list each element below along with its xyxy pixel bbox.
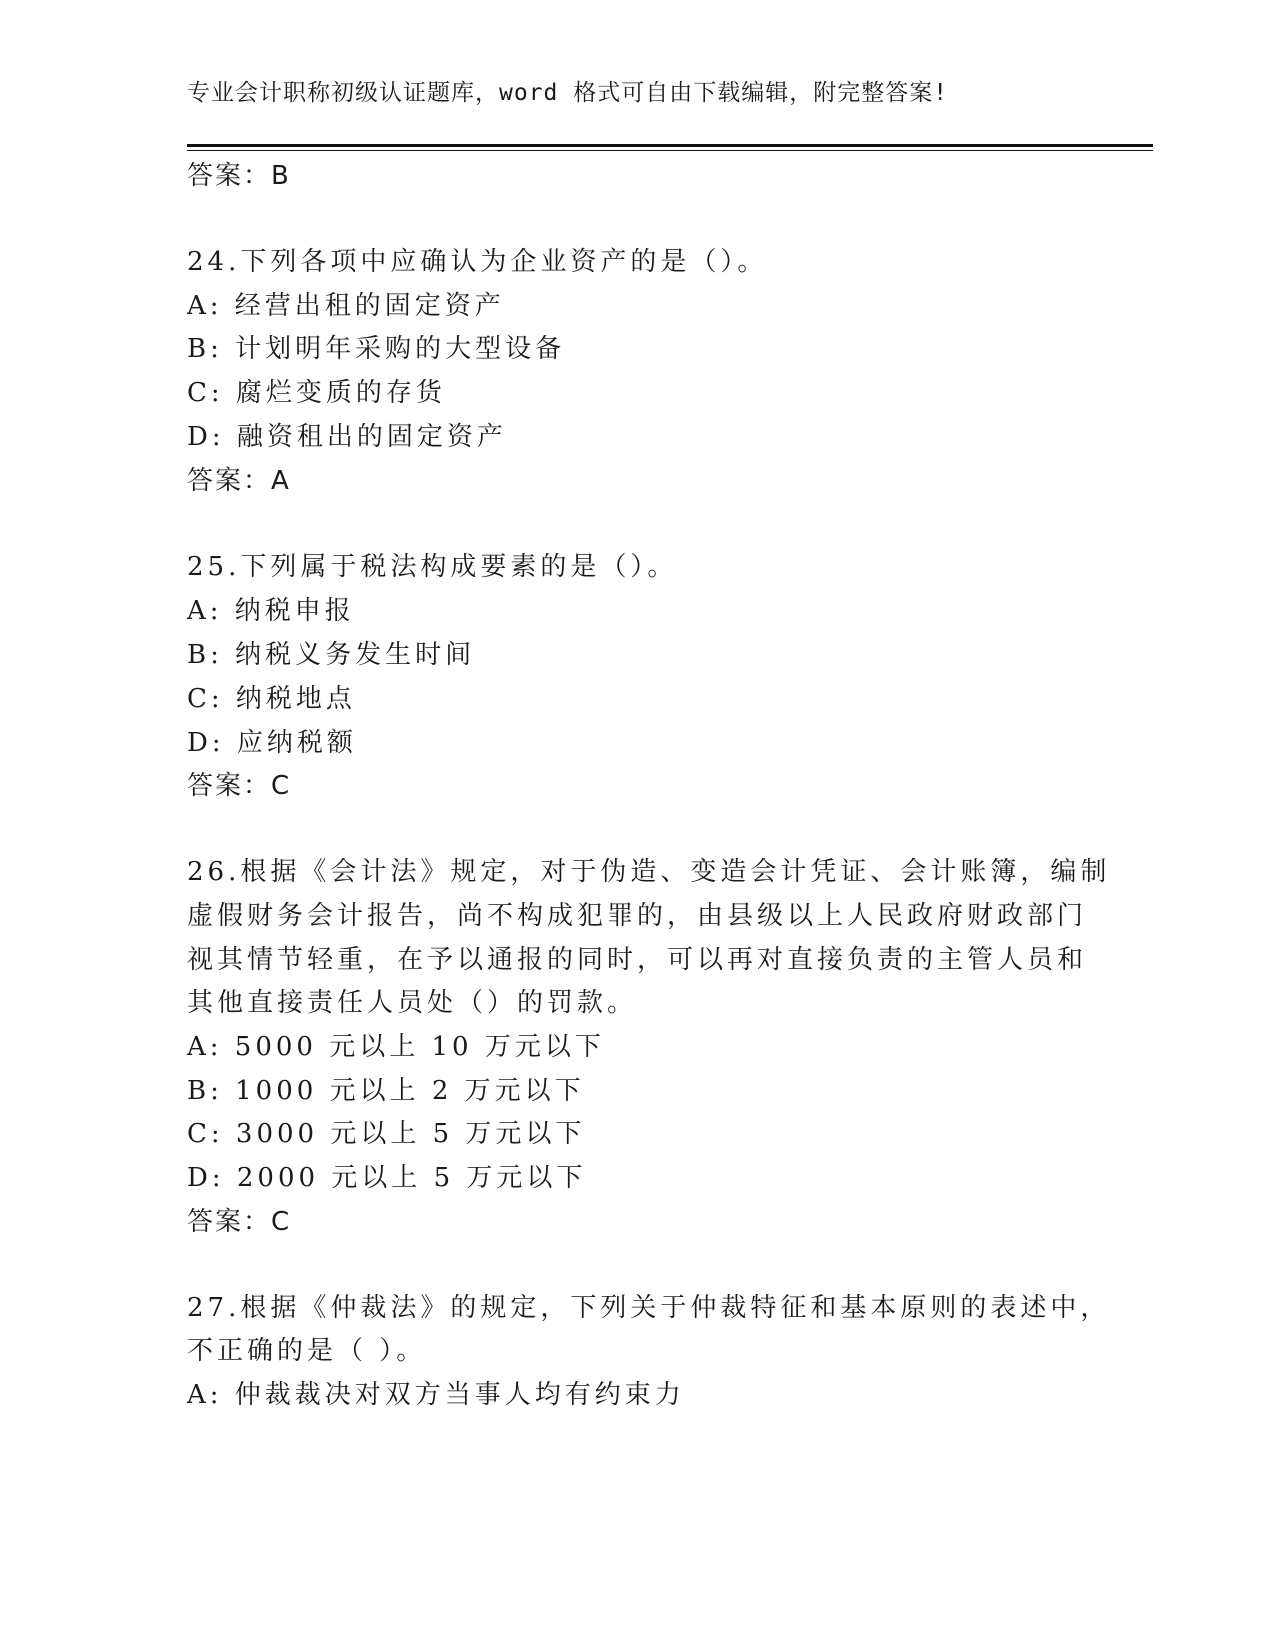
answer: 答案：A <box>187 466 291 496</box>
question-stem-line-3: 视其情节轻重，在予以通报的同时，可以再对直接负责的主管人员和 <box>187 945 1088 975</box>
question-stem-line-2: 不正确的是（ ）。 <box>187 1336 427 1366</box>
question-stem: 25.下列属于税法构成要素的是（）。 <box>187 552 678 582</box>
option-c: C: 纳税地点 <box>187 684 356 714</box>
option-c: C: 腐烂变质的存货 <box>187 378 446 408</box>
option-d: D: 2000 元以上 5 万元以下 <box>187 1163 587 1193</box>
option-c: C: 3000 元以上 5 万元以下 <box>187 1119 586 1149</box>
option-b: B: 1000 元以上 2 万元以下 <box>187 1076 585 1106</box>
option-d: D: 应纳税额 <box>187 728 357 758</box>
option-a: A: 纳税申报 <box>187 596 355 626</box>
option-d: D: 融资租出的固定资产 <box>187 422 507 452</box>
option-b: B: 计划明年采购的大型设备 <box>187 334 566 364</box>
question-stem: 24.下列各项中应确认为企业资产的是（）。 <box>187 247 768 277</box>
answer: 答案：C <box>187 771 292 801</box>
option-a: A: 5000 元以上 10 万元以下 <box>187 1032 605 1062</box>
question-stem-line-4: 其他直接责任人员处（）的罚款。 <box>187 988 638 1018</box>
option-b: B: 纳税义务发生时间 <box>187 640 476 670</box>
option-a: A: 经营出租的固定资产 <box>187 291 505 321</box>
option-a: A: 仲裁裁决对双方当事人均有约束力 <box>187 1380 685 1410</box>
answer: 答案：C <box>187 1207 292 1237</box>
header-rule-thin <box>187 150 1153 151</box>
question-stem-line-1: 27.根据《仲裁法》的规定，下列关于仲裁特征和基本原则的表述中， <box>187 1293 1111 1323</box>
prev-answer: 答案：B <box>187 161 291 191</box>
question-stem-line-1: 26.根据《会计法》规定，对于伪造、变造会计凭证、会计账簿，编制 <box>187 857 1111 887</box>
header-rule-thick <box>187 144 1153 147</box>
header-text: 专业会计职称初级认证题库，word 格式可自由下载编辑，附完整答案! <box>187 80 949 106</box>
question-stem-line-2: 虚假财务会计报告，尚不构成犯罪的，由县级以上人民政府财政部门 <box>187 901 1088 931</box>
